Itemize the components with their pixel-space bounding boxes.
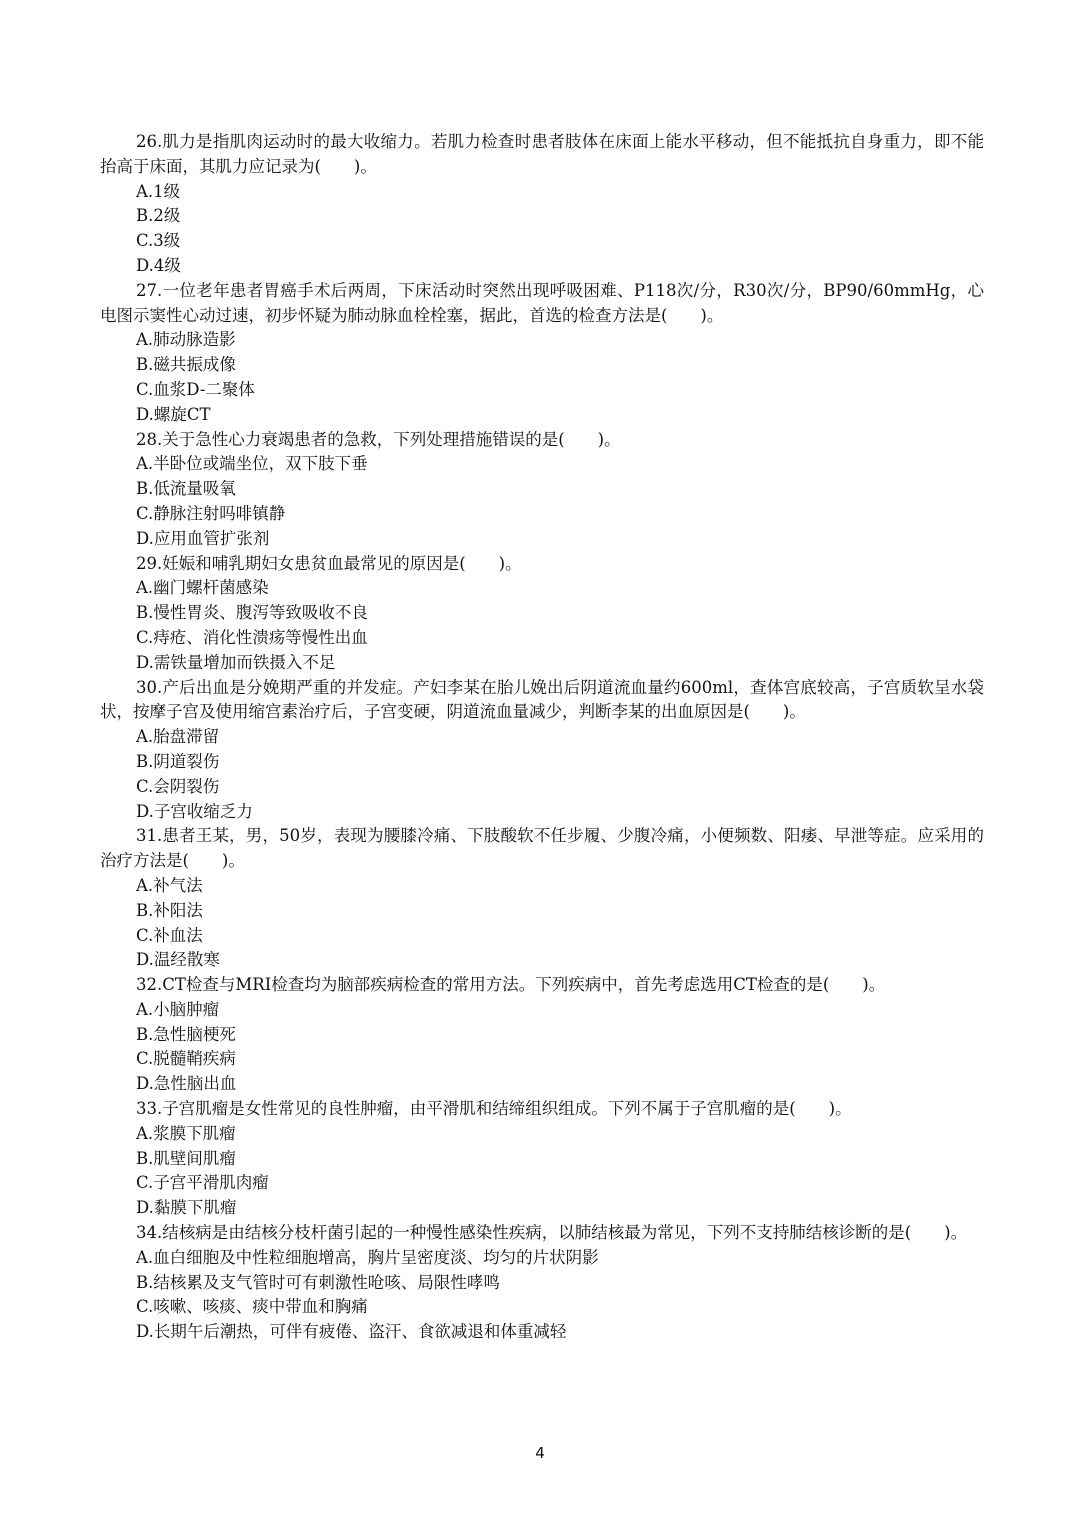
- option-b: B.肌壁间肌瘤: [136, 1148, 236, 1168]
- question-26: [100, 130, 984, 279]
- question-stem: 31.患者王某，男，50岁，表现为腰膝冷痛、下肢酸软不任步履、少腹冷痛，小便频数、阳痿、早泄等症。应采用的治疗方法是( )。: [100, 826, 984, 871]
- question-stem: 33.子宫肌瘤是女性常见的良性肿瘤，由平滑肌和结缔组织组成。下列不属于子宫肌瘤的是( )。: [136, 1099, 852, 1119]
- question-stem: 26.肌力是指肌肉运动时的最大收缩力。若肌力检查时患者肢体在床面上能水平移动，但不能抵抗自身重力，即不能抬高于床面，其肌力应记录为( )。: [100, 132, 984, 176]
- page-number: 4: [535, 1444, 545, 1462]
- option-d: D.应用血管扩张剂: [136, 528, 270, 548]
- option-c: C.咳嗽、咳痰、痰中带血和胸痛: [136, 1297, 368, 1317]
- question-28: [100, 428, 984, 552]
- question-27: [100, 279, 984, 428]
- question-29: [100, 552, 984, 676]
- option-d: D.长期午后潮热，可伴有疲倦、盗汗、食欲减退和体重减轻: [136, 1322, 567, 1342]
- option-a: A.补气法: [136, 875, 203, 895]
- option-c: C.子宫平滑肌肉瘤: [136, 1173, 269, 1193]
- question-30: [100, 676, 984, 825]
- option-c: C.血浆D-二聚体: [136, 379, 255, 399]
- option-d: D.黏膜下肌瘤: [136, 1198, 237, 1218]
- question-stem: 32.CT检查与MRI检查均为脑部疾病检查的常用方法。下列疾病中，首先考虑选用CT检查的是( )。: [136, 975, 886, 995]
- question-list: [100, 130, 984, 1345]
- option-c: C.会阴裂伤: [136, 776, 220, 796]
- option-a: A.小脑肿瘤: [136, 999, 220, 1019]
- question-stem: 34.结核病是由结核分枝杆菌引起的一种慢性感染性疾病，以肺结核最为常见，下列不支持肺结核诊断的是( )。: [136, 1223, 968, 1243]
- option-a: A.血白细胞及中性粒细胞增高，胸片呈密度淡、均匀的片状阴影: [136, 1247, 599, 1267]
- question-stem: 28.关于急性心力衰竭患者的急救，下列处理措施错误的是( )。: [136, 429, 621, 449]
- option-a: A.肺动脉造影: [136, 330, 236, 350]
- question-32: [100, 973, 984, 1097]
- option-d: D.4级: [136, 255, 181, 275]
- option-b: B.急性脑梗死: [136, 1024, 236, 1044]
- question-stem: 29.妊娠和哺乳期妇女患贫血最常见的原因是( )。: [136, 553, 522, 573]
- option-d: D.急性脑出血: [136, 1074, 237, 1094]
- option-c: C.3级: [136, 231, 181, 251]
- option-b: B.磁共振成像: [136, 355, 236, 375]
- option-b: B.慢性胃炎、腹泻等致吸收不良: [136, 603, 368, 623]
- option-b: B.2级: [136, 206, 181, 226]
- option-d: D.需铁量增加而铁摄入不足: [136, 652, 336, 672]
- option-a: A.胎盘滞留: [136, 727, 220, 747]
- option-d: D.温经散寒: [136, 950, 220, 970]
- option-d: D.子宫收缩乏力: [136, 801, 253, 821]
- option-b: B.阴道裂伤: [136, 751, 220, 771]
- option-a: A.1级: [136, 181, 181, 201]
- option-d: D.螺旋CT: [136, 404, 211, 424]
- question-34: [100, 1221, 984, 1345]
- question-31: [100, 824, 984, 973]
- option-b: B.低流量吸氧: [136, 479, 236, 499]
- option-a: A.浆膜下肌瘤: [136, 1123, 236, 1143]
- option-b: B.补阳法: [136, 900, 203, 920]
- question-stem: 30.产后出血是分娩期严重的并发症。产妇李某在胎儿娩出后阴道流血量约600ml，查体宫底较高，子宫质软呈水袋状，按摩子宫及使用缩宫素治疗后，子宫变硬，阴道流血量减少，判断李某的出血原因是( )。: [100, 677, 984, 722]
- question-33: [100, 1097, 984, 1221]
- option-c: C.痔疮、消化性溃疡等慢性出血: [136, 627, 368, 647]
- option-b: B.结核累及支气管时可有刺激性呛咳、局限性哮鸣: [136, 1272, 500, 1292]
- option-a: A.半卧位或端坐位，双下肢下垂: [136, 454, 368, 474]
- option-c: C.补血法: [136, 925, 203, 945]
- option-c: C.脱髓鞘疾病: [136, 1049, 236, 1069]
- question-stem: 27.一位老年患者胃癌手术后两周，下床活动时突然出现呼吸困难、P118次/分，R30次/分，BP90/60mmHg，心电图示窦性心动过速，初步怀疑为肺动脉血栓栓塞，据此，首选的检查方法是( )。: [100, 280, 984, 325]
- option-a: A.幽门螺杆菌感染: [136, 578, 269, 598]
- option-c: C.静脉注射吗啡镇静: [136, 503, 286, 523]
